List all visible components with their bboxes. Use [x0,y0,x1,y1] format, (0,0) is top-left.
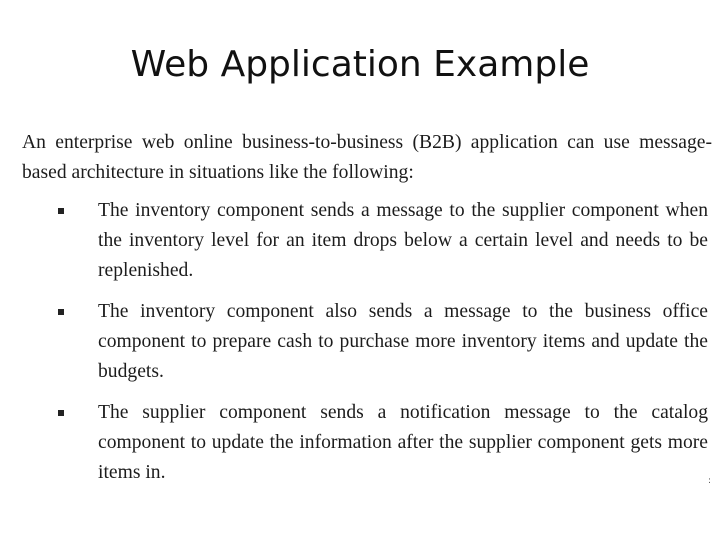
bullet-text: The inventory component sends a message to the supplier component when the inventory level for an item drops below a certain level and needs to be replenished. [98,200,708,281]
bullet-text: The inventory component also sends a message to the business office component to prepare cash to purchase more inventory items and update the budgets. [98,301,708,382]
stray-scan-mark: : [708,476,712,486]
slide-title: Web Application Example [130,44,590,85]
square-bullet-icon [58,208,64,214]
scanned-text-block [22,128,712,499]
bullet-item [22,297,712,387]
bullet-text: The supplier component sends a notification message to the catalog component to update the information after the supplier component gets more items in. [98,402,708,483]
bullet-list [22,196,712,488]
intro-paragraph: An enterprise web online business-to-business (B2B) application can use message-based architecture in situations like the following: [22,132,712,183]
bullet-item [22,196,712,286]
square-bullet-icon [58,410,64,416]
square-bullet-icon [58,309,64,315]
bullet-item [22,398,712,488]
